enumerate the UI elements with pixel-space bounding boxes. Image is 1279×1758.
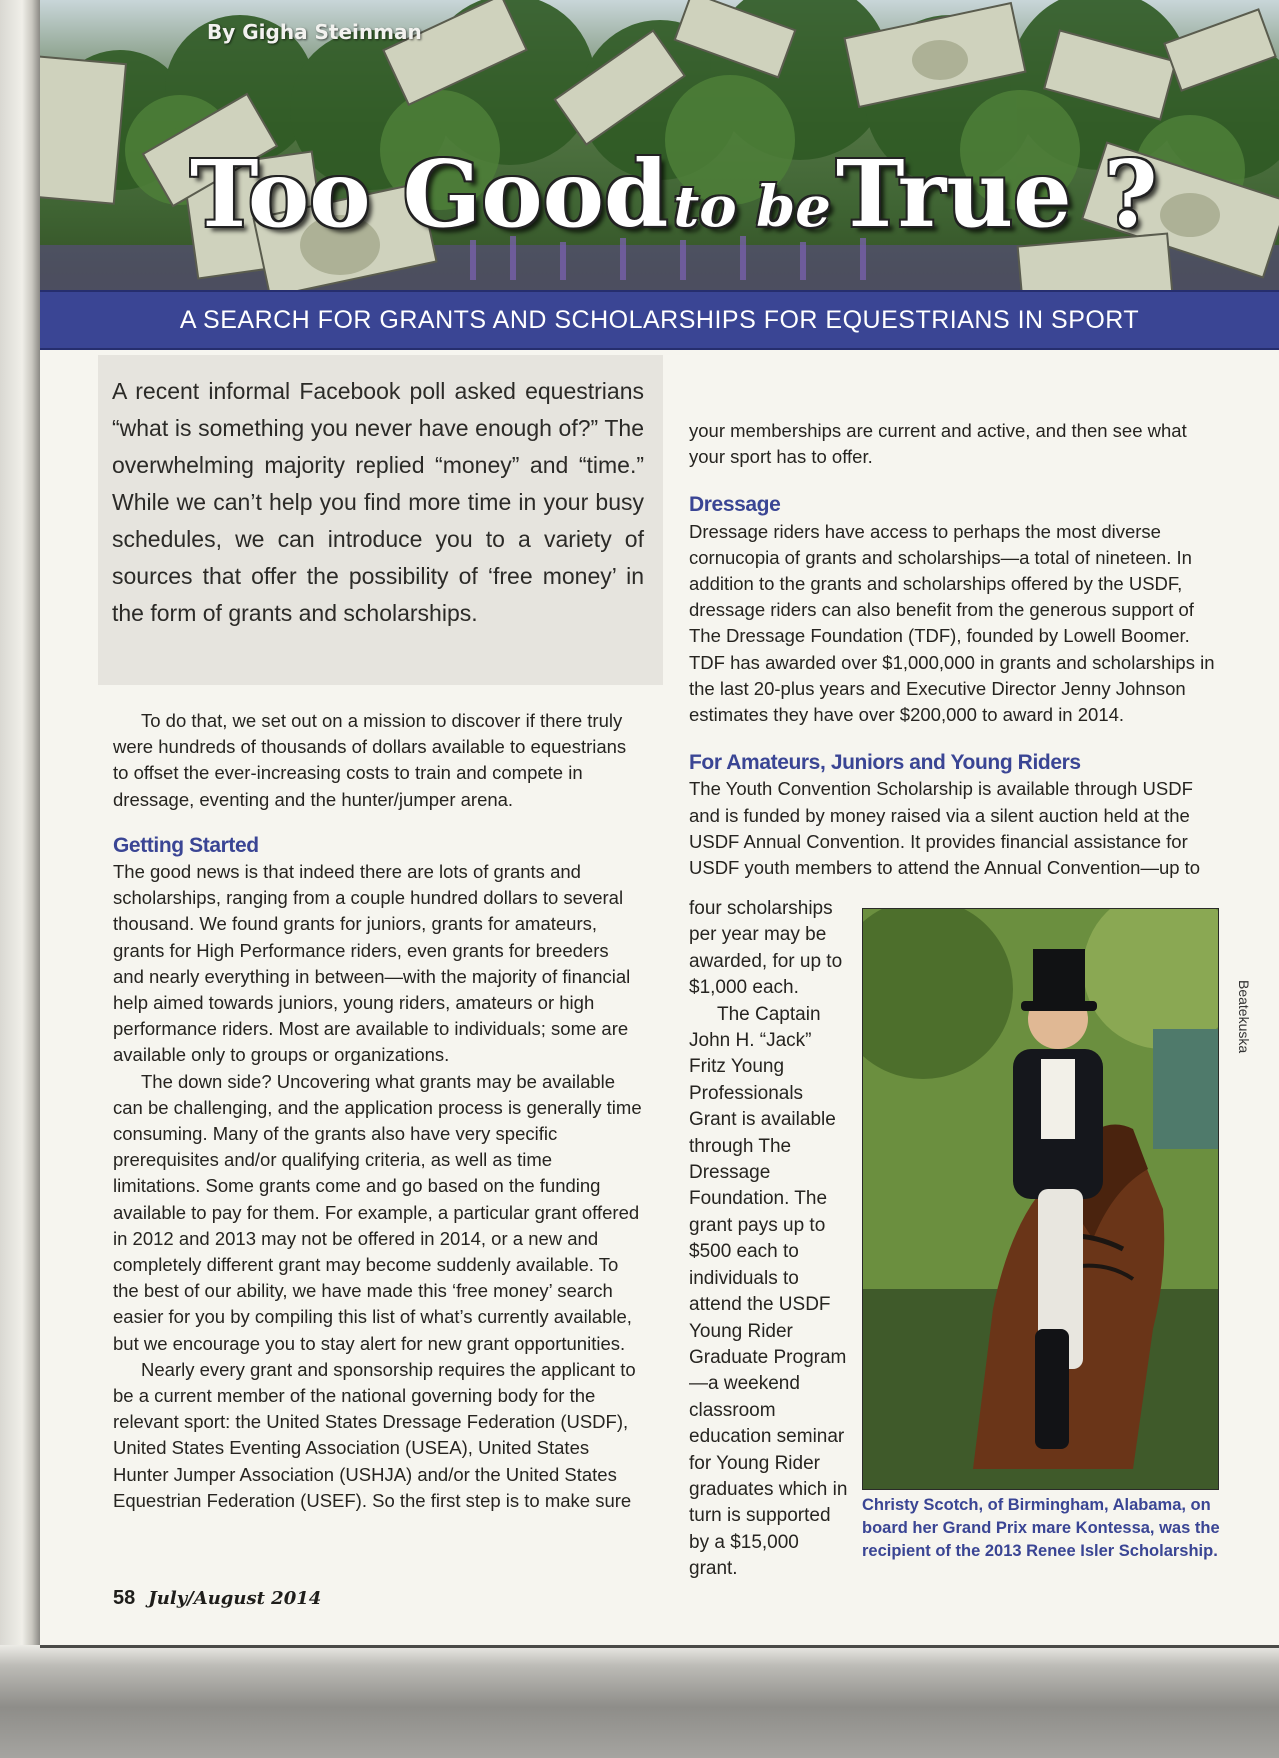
section-heading-getting-started: Getting Started bbox=[113, 833, 259, 857]
paragraph: The down side? Uncovering what grants may be available can be challenging, and the application process is generally time consuming. Many of the grants also have very specific prerequisites and/or qualifying criteria, as well as time limitations. Some grants come and go based on the funding available to pay for them. For example, a particular grant offered in 2012 and 2013 may not be offered in 2014, or a new and completely different grant may become suddenly available. To the best of our ability, we have made this ‘free money’ search easier for you by compiling this list of what’s currently available, but we encourage you to stay alert for new grant opportunities. bbox=[113, 1070, 642, 1354]
intro-box bbox=[98, 355, 663, 685]
dressage-rider-illustration bbox=[863, 909, 1218, 1489]
photo-credit: Beatekuska bbox=[1236, 980, 1252, 1054]
paragraph: The good news is that indeed there are lots of grants and scholarships, ranging from a couple hundred dollars to several thousand. We found grants for juniors, grants for amateurs, grants for High Performance riders, even grants for breeders and nearly everything in between—with the majority of financial help aimed towards juniors, young riders, amateurs or high performance riders. Most are available to individuals; some are available only to groups or organizations. bbox=[113, 861, 631, 1066]
title-part-2: to be bbox=[673, 174, 831, 240]
subtitle-banner: A SEARCH FOR GRANTS AND SCHOLARSHIPS FOR EQUESTRIANS IN SPORT bbox=[40, 290, 1279, 350]
left-column bbox=[113, 708, 643, 1514]
page-edge bbox=[40, 1645, 1279, 1648]
paragraph: four scholarships per year may be awarded, for up to $1,000 each. bbox=[689, 898, 843, 999]
scan-shadow bbox=[0, 1645, 1279, 1758]
photo-caption: Christy Scotch, of Birmingham, Alabama, on board her Grand Prix mare Kontessa, was the recipient of the 2013 Renee Isler Scholarship. bbox=[862, 1496, 1220, 1560]
paragraph: The Youth Convention Scholarship is available through USDF and is funded by money raised via a silent auction held at the USDF Annual Convention. It provides financial assistance for USDF youth members to attend the Annual Convention—up to bbox=[689, 778, 1201, 879]
page-number: 58 bbox=[113, 1587, 136, 1609]
section-heading-amateurs: For Amateurs, Juniors and Young Riders bbox=[689, 751, 1081, 775]
issue-date: July/August 2014 bbox=[148, 1588, 322, 1609]
page-footer bbox=[113, 1587, 321, 1610]
byline: By Gigha Steinman bbox=[207, 20, 422, 44]
paragraph: The Captain John H. “Jack” Fritz Young Professionals Grant is available through The Dressage Foundation. The grant pays up to $500 each to individuals to attend the USDF Young Rider Graduate Program—a weekend classroom education seminar for Young Rider graduates which in turn is supported by a $15,000 grant. bbox=[689, 1003, 848, 1580]
right-column bbox=[689, 418, 1217, 881]
paragraph: Nearly every grant and sponsorship requires the applicant to be a current member of the national governing body for the relevant sport: the United States Dressage Federation (USDF), United States Eventing Association (USEA), United States Hunter Jumper Association (USHJA) and/or the United States Equestrian Federation (USEF). So the first step is to make sure bbox=[113, 1358, 636, 1511]
paragraph: Dressage riders have access to perhaps the most diverse cornucopia of grants and scholarships—a total of nineteen. In addition to the grants and scholarships offered by the USDF, dressage riders can also benefit from the generous support of The Dressage Foundation (TDF), founded by Lowell Boomer. TDF has awarded over $1,000,000 in grants and scholarships in the last 20-plus years and Executive Director Jenny Johnson estimates they have over $200,000 to award in 2014. bbox=[689, 520, 1215, 726]
section-heading-dressage: Dressage bbox=[689, 493, 781, 517]
intro-text: A recent informal Facebook poll asked equestrians “what is something you never have enough of?” The overwhelming majority replied “money” and “time.” While we can’t help you find more time in your busy schedules, we can introduce you to a variety of sources that offer the possibility of ‘free money’ in the form of grants and scholarships. bbox=[112, 378, 644, 626]
title-part-3: True ? bbox=[835, 140, 1158, 248]
paragraph: your memberships are current and active, and then see what your sport has to offer. bbox=[689, 420, 1187, 468]
paragraph: To do that, we set out on a mission to discover if there truly were hundreds of thousands of dollars available to equestrians to offset the ever-increasing costs to train and compete in dressage, eventing and the hunter/jumper arena. bbox=[113, 710, 627, 810]
article-title bbox=[190, 140, 1158, 248]
title-part-1: Too Good bbox=[190, 140, 669, 248]
binding-spine bbox=[0, 0, 40, 1758]
narrow-column bbox=[689, 896, 849, 1583]
rider-photo bbox=[862, 908, 1219, 1490]
